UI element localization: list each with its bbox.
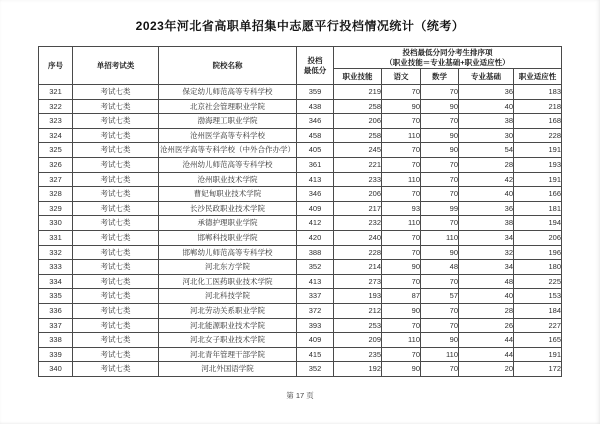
table-row xyxy=(39,274,562,289)
skill-score-cell: 258 xyxy=(334,99,382,114)
skill-score-cell: 206 xyxy=(334,187,382,202)
header-sort-group-line2: （职业技能＝专业基础+职业适应性） xyxy=(385,57,510,67)
min-score-cell: 352 xyxy=(297,260,334,275)
seq-cell: 330 xyxy=(39,216,73,231)
min-score-cell: 388 xyxy=(297,245,334,260)
exam-type-cell: 考试七类 xyxy=(73,274,159,289)
table-row xyxy=(39,172,562,187)
exam-type-cell: 考试七类 xyxy=(73,128,159,143)
adapt-score-cell: 181 xyxy=(514,201,562,216)
min-score-cell: 361 xyxy=(297,157,334,172)
seq-cell: 325 xyxy=(39,143,73,158)
adapt-score-cell: 191 xyxy=(514,347,562,362)
min-score-cell: 352 xyxy=(297,362,334,377)
math-score-cell: 70 xyxy=(421,216,459,231)
school-name-cell: 承德护理职业学院 xyxy=(159,216,297,231)
exam-type-cell: 考试七类 xyxy=(73,245,159,260)
school-name-cell: 长沙民政职业技术学院 xyxy=(159,201,297,216)
seq-cell: 327 xyxy=(39,172,73,187)
basis-score-cell: 26 xyxy=(459,318,514,333)
seq-cell: 335 xyxy=(39,289,73,304)
chinese-score-cell: 70 xyxy=(382,187,421,202)
exam-type-cell: 考试七类 xyxy=(73,260,159,275)
math-score-cell: 90 xyxy=(421,245,459,260)
math-score-cell: 110 xyxy=(421,347,459,362)
school-name-cell: 曹妃甸职业技术学院 xyxy=(159,187,297,202)
header-sort-group-line1: 投档最低分同分考生排序项 xyxy=(402,48,493,57)
school-name-cell: 河北能源职业技术学院 xyxy=(159,318,297,333)
exam-type-cell: 考试七类 xyxy=(73,187,159,202)
exam-type-cell: 考试七类 xyxy=(73,362,159,377)
skill-score-cell: 212 xyxy=(334,303,382,318)
chinese-score-cell: 70 xyxy=(382,157,421,172)
chinese-score-cell: 70 xyxy=(382,318,421,333)
exam-type-cell: 考试七类 xyxy=(73,201,159,216)
math-score-cell: 99 xyxy=(421,201,459,216)
header-sort-group xyxy=(334,47,562,69)
adapt-score-cell: 191 xyxy=(514,172,562,187)
min-score-cell: 346 xyxy=(297,114,334,129)
basis-score-cell: 40 xyxy=(459,187,514,202)
header-seq: 序号 xyxy=(39,47,73,85)
math-score-cell: 70 xyxy=(421,187,459,202)
adapt-score-cell: 168 xyxy=(514,114,562,129)
basis-score-cell: 38 xyxy=(459,216,514,231)
min-score-cell: 415 xyxy=(297,347,334,362)
basis-score-cell: 40 xyxy=(459,289,514,304)
min-score-cell: 359 xyxy=(297,85,334,100)
table-row xyxy=(39,85,562,100)
exam-type-cell: 考试七类 xyxy=(73,114,159,129)
header-exam-type: 单招考试类 xyxy=(73,47,159,85)
math-score-cell: 70 xyxy=(421,114,459,129)
header-basis-score: 专业基础 xyxy=(459,69,514,85)
seq-cell: 331 xyxy=(39,230,73,245)
table-row xyxy=(39,128,562,143)
adapt-score-cell: 180 xyxy=(514,260,562,275)
adapt-score-cell: 218 xyxy=(514,99,562,114)
basis-score-cell: 48 xyxy=(459,274,514,289)
adapt-score-cell: 191 xyxy=(514,143,562,158)
seq-cell: 332 xyxy=(39,245,73,260)
chinese-score-cell: 110 xyxy=(382,172,421,187)
school-name-cell: 河北青年管理干部学院 xyxy=(159,347,297,362)
exam-type-cell: 考试七类 xyxy=(73,85,159,100)
skill-score-cell: 219 xyxy=(334,85,382,100)
school-name-cell: 河北化工医药职业技术学院 xyxy=(159,274,297,289)
math-score-cell: 70 xyxy=(421,318,459,333)
basis-score-cell: 42 xyxy=(459,172,514,187)
seq-cell: 322 xyxy=(39,99,73,114)
adapt-score-cell: 165 xyxy=(514,333,562,348)
adapt-score-cell: 184 xyxy=(514,303,562,318)
min-score-cell: 413 xyxy=(297,172,334,187)
skill-score-cell: 245 xyxy=(334,143,382,158)
adapt-score-cell: 193 xyxy=(514,157,562,172)
exam-type-cell: 考试七类 xyxy=(73,303,159,318)
math-score-cell: 90 xyxy=(421,143,459,158)
exam-type-cell: 考试七类 xyxy=(73,289,159,304)
basis-score-cell: 30 xyxy=(459,128,514,143)
adapt-score-cell: 194 xyxy=(514,216,562,231)
chinese-score-cell: 90 xyxy=(382,303,421,318)
math-score-cell: 70 xyxy=(421,157,459,172)
chinese-score-cell: 70 xyxy=(382,143,421,158)
school-name-cell: 河北女子职业技术学院 xyxy=(159,333,297,348)
math-score-cell: 57 xyxy=(421,289,459,304)
chinese-score-cell: 110 xyxy=(382,216,421,231)
table-row xyxy=(39,187,562,202)
basis-score-cell: 28 xyxy=(459,157,514,172)
min-score-cell: 409 xyxy=(297,333,334,348)
chinese-score-cell: 70 xyxy=(382,274,421,289)
min-score-cell: 337 xyxy=(297,289,334,304)
seq-cell: 326 xyxy=(39,157,73,172)
skill-score-cell: 253 xyxy=(334,318,382,333)
skill-score-cell: 235 xyxy=(334,347,382,362)
seq-cell: 336 xyxy=(39,303,73,318)
skill-score-cell: 240 xyxy=(334,230,382,245)
school-name-cell: 沧州医学高等专科学校（中外合作办学） xyxy=(159,143,297,158)
table-row xyxy=(39,201,562,216)
exam-type-cell: 考试七类 xyxy=(73,143,159,158)
seq-cell: 339 xyxy=(39,347,73,362)
math-score-cell: 70 xyxy=(421,274,459,289)
basis-score-cell: 32 xyxy=(459,245,514,260)
page-title: 2023年河北省高职单招集中志愿平行投档情况统计（统考） xyxy=(135,19,465,33)
header-school: 院校名称 xyxy=(159,47,297,85)
adapt-score-cell: 227 xyxy=(514,318,562,333)
chinese-score-cell: 70 xyxy=(382,230,421,245)
basis-score-cell: 20 xyxy=(459,362,514,377)
skill-score-cell: 273 xyxy=(334,274,382,289)
math-score-cell: 110 xyxy=(421,230,459,245)
table-row xyxy=(39,230,562,245)
skill-score-cell: 193 xyxy=(334,289,382,304)
math-score-cell: 90 xyxy=(421,128,459,143)
min-score-cell: 420 xyxy=(297,230,334,245)
basis-score-cell: 36 xyxy=(459,85,514,100)
exam-type-cell: 考试七类 xyxy=(73,216,159,231)
seq-cell: 340 xyxy=(39,362,73,377)
math-score-cell: 90 xyxy=(421,99,459,114)
skill-score-cell: 209 xyxy=(334,333,382,348)
min-score-cell: 438 xyxy=(297,99,334,114)
table-row xyxy=(39,99,562,114)
header-adapt-score: 职业适应性 xyxy=(514,69,562,85)
school-name-cell: 河北外国语学院 xyxy=(159,362,297,377)
exam-type-cell: 考试七类 xyxy=(73,333,159,348)
school-name-cell: 邯郸幼儿师范高等专科学校 xyxy=(159,245,297,260)
school-name-cell: 北京社会管理职业学院 xyxy=(159,99,297,114)
skill-score-cell: 206 xyxy=(334,114,382,129)
table-row xyxy=(39,318,562,333)
school-name-cell: 邯郸科技职业学院 xyxy=(159,230,297,245)
seq-cell: 321 xyxy=(39,85,73,100)
math-score-cell: 70 xyxy=(421,85,459,100)
min-score-cell: 412 xyxy=(297,216,334,231)
adapt-score-cell: 196 xyxy=(514,245,562,260)
table-row xyxy=(39,143,562,158)
exam-type-cell: 考试七类 xyxy=(73,172,159,187)
header-min-score-line1: 投档 xyxy=(307,56,323,65)
school-name-cell: 保定幼儿师范高等专科学校 xyxy=(159,85,297,100)
header-math-score: 数学 xyxy=(421,69,459,85)
seq-cell: 324 xyxy=(39,128,73,143)
table-row xyxy=(39,347,562,362)
basis-score-cell: 44 xyxy=(459,333,514,348)
skill-score-cell: 221 xyxy=(334,157,382,172)
school-name-cell: 河北科技学院 xyxy=(159,289,297,304)
math-score-cell: 70 xyxy=(421,362,459,377)
min-score-cell: 458 xyxy=(297,128,334,143)
math-score-cell: 70 xyxy=(421,303,459,318)
min-score-cell: 413 xyxy=(297,274,334,289)
header-min-score xyxy=(297,47,334,85)
skill-score-cell: 214 xyxy=(334,260,382,275)
skill-score-cell: 228 xyxy=(334,245,382,260)
seq-cell: 328 xyxy=(39,187,73,202)
table-row xyxy=(39,114,562,129)
table-row xyxy=(39,216,562,231)
page-number: 第 17 页 xyxy=(286,390,314,400)
seq-cell: 329 xyxy=(39,201,73,216)
adapt-score-cell: 172 xyxy=(514,362,562,377)
table-row xyxy=(39,260,562,275)
chinese-score-cell: 70 xyxy=(382,347,421,362)
school-name-cell: 渤海理工职业学院 xyxy=(159,114,297,129)
min-score-cell: 372 xyxy=(297,303,334,318)
min-score-cell: 346 xyxy=(297,187,334,202)
chinese-score-cell: 90 xyxy=(382,99,421,114)
table-row xyxy=(39,245,562,260)
seq-cell: 333 xyxy=(39,260,73,275)
school-name-cell: 沧州职业技术学院 xyxy=(159,172,297,187)
skill-score-cell: 217 xyxy=(334,201,382,216)
min-score-cell: 393 xyxy=(297,318,334,333)
chinese-score-cell: 70 xyxy=(382,245,421,260)
math-score-cell: 70 xyxy=(421,172,459,187)
table-row xyxy=(39,303,562,318)
chinese-score-cell: 70 xyxy=(382,85,421,100)
basis-score-cell: 28 xyxy=(459,303,514,318)
basis-score-cell: 34 xyxy=(459,230,514,245)
math-score-cell: 90 xyxy=(421,333,459,348)
school-name-cell: 沧州幼儿师范高等专科学校 xyxy=(159,157,297,172)
table-body xyxy=(39,85,562,377)
basis-score-cell: 54 xyxy=(459,143,514,158)
school-name-cell: 河北劳动关系职业学院 xyxy=(159,303,297,318)
adapt-score-cell: 183 xyxy=(514,85,562,100)
basis-score-cell: 44 xyxy=(459,347,514,362)
chinese-score-cell: 87 xyxy=(382,289,421,304)
adapt-score-cell: 225 xyxy=(514,274,562,289)
school-name-cell: 河北东方学院 xyxy=(159,260,297,275)
basis-score-cell: 34 xyxy=(459,260,514,275)
seq-cell: 337 xyxy=(39,318,73,333)
chinese-score-cell: 70 xyxy=(382,114,421,129)
exam-type-cell: 考试七类 xyxy=(73,157,159,172)
seq-cell: 334 xyxy=(39,274,73,289)
table-row xyxy=(39,333,562,348)
skill-score-cell: 192 xyxy=(334,362,382,377)
chinese-score-cell: 90 xyxy=(382,260,421,275)
skill-score-cell: 232 xyxy=(334,216,382,231)
adapt-score-cell: 166 xyxy=(514,187,562,202)
exam-type-cell: 考试七类 xyxy=(73,318,159,333)
school-name-cell: 沧州医学高等专科学校 xyxy=(159,128,297,143)
header-chinese-score: 语文 xyxy=(382,69,421,85)
table-row xyxy=(39,289,562,304)
header-skill-score: 职业技能 xyxy=(334,69,382,85)
skill-score-cell: 258 xyxy=(334,128,382,143)
adapt-score-cell: 206 xyxy=(514,230,562,245)
adapt-score-cell: 153 xyxy=(514,289,562,304)
math-score-cell: 48 xyxy=(421,260,459,275)
seq-cell: 338 xyxy=(39,333,73,348)
chinese-score-cell: 93 xyxy=(382,201,421,216)
basis-score-cell: 40 xyxy=(459,99,514,114)
exam-type-cell: 考试七类 xyxy=(73,347,159,362)
table-row xyxy=(39,362,562,377)
seq-cell: 323 xyxy=(39,114,73,129)
table-row xyxy=(39,157,562,172)
chinese-score-cell: 110 xyxy=(382,128,421,143)
header-min-score-line2: 最低分 xyxy=(303,65,327,75)
chinese-score-cell: 90 xyxy=(382,362,421,377)
min-score-cell: 409 xyxy=(297,201,334,216)
statistics-table xyxy=(38,46,562,377)
basis-score-cell: 36 xyxy=(459,201,514,216)
basis-score-cell: 38 xyxy=(459,114,514,129)
exam-type-cell: 考试七类 xyxy=(73,230,159,245)
chinese-score-cell: 110 xyxy=(382,333,421,348)
adapt-score-cell: 228 xyxy=(514,128,562,143)
min-score-cell: 405 xyxy=(297,143,334,158)
exam-type-cell: 考试七类 xyxy=(73,99,159,114)
skill-score-cell: 233 xyxy=(334,172,382,187)
